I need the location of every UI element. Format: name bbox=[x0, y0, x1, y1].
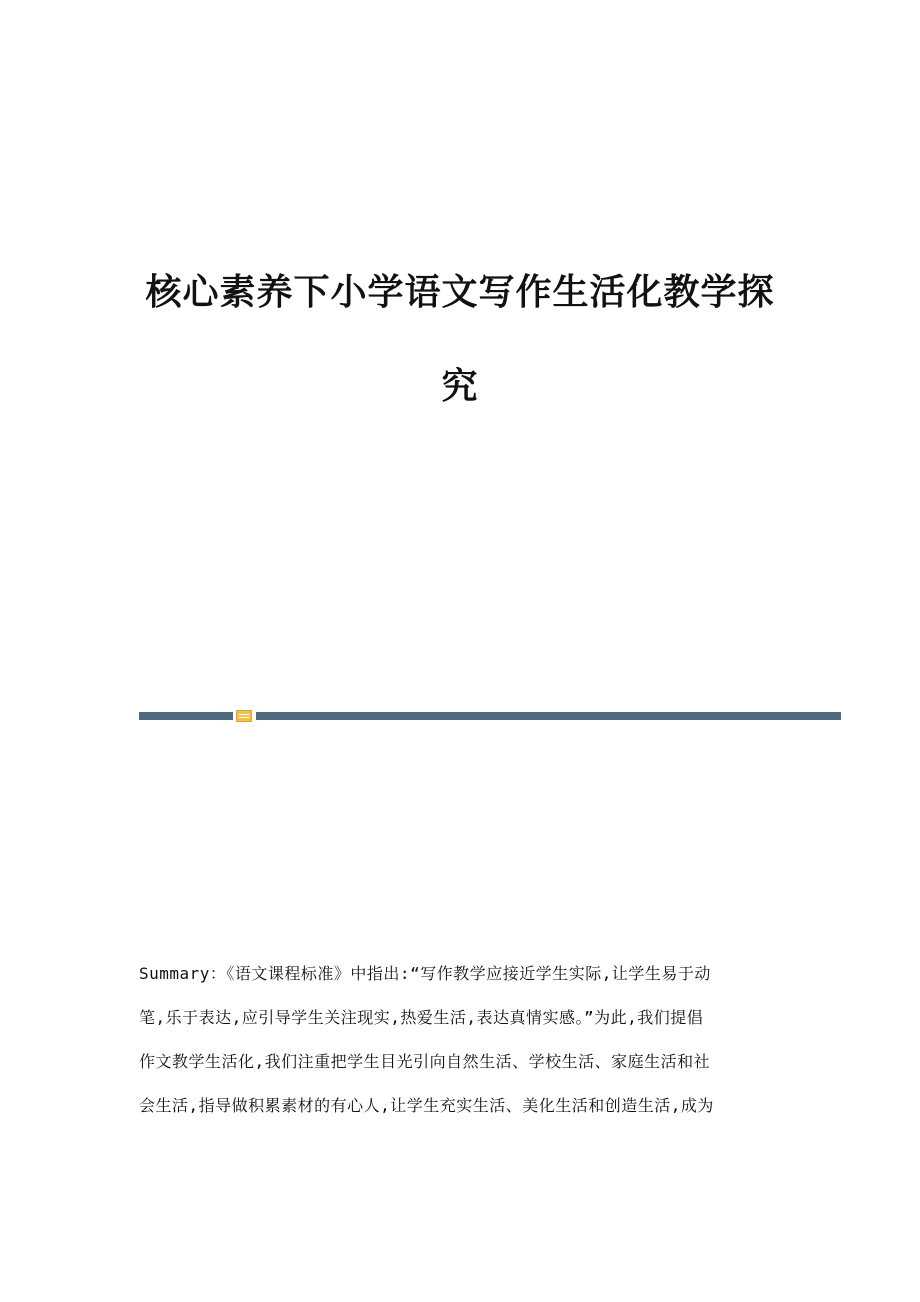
divider-bar-left bbox=[139, 712, 233, 720]
divider-book-icon bbox=[236, 710, 252, 722]
summary-line: 作文教学生活化,我们注重把学生目光引向自然生活、学校生活、家庭生活和社 bbox=[139, 1052, 711, 1071]
summary-line: Summary：《语文课程标准》中指出:“写作教学应接近学生实际,让学生易于动 bbox=[139, 964, 711, 983]
document-title: 核心素养下小学语文写作生活化教学探 bbox=[145, 271, 775, 313]
divider-bar-right bbox=[256, 712, 841, 720]
summary-line: 会生活,指导做积累素材的有心人,让学生充实生活、美化生活和创造生活,成为 bbox=[139, 1096, 714, 1115]
summary-line: 笔,乐于表达,应引导学生关注现实,热爱生活,表达真情实感。”为此,我们提倡 bbox=[139, 1008, 704, 1027]
summary-paragraph bbox=[139, 952, 779, 1128]
document-title-continued: 究 bbox=[441, 365, 479, 407]
section-divider bbox=[139, 708, 841, 722]
